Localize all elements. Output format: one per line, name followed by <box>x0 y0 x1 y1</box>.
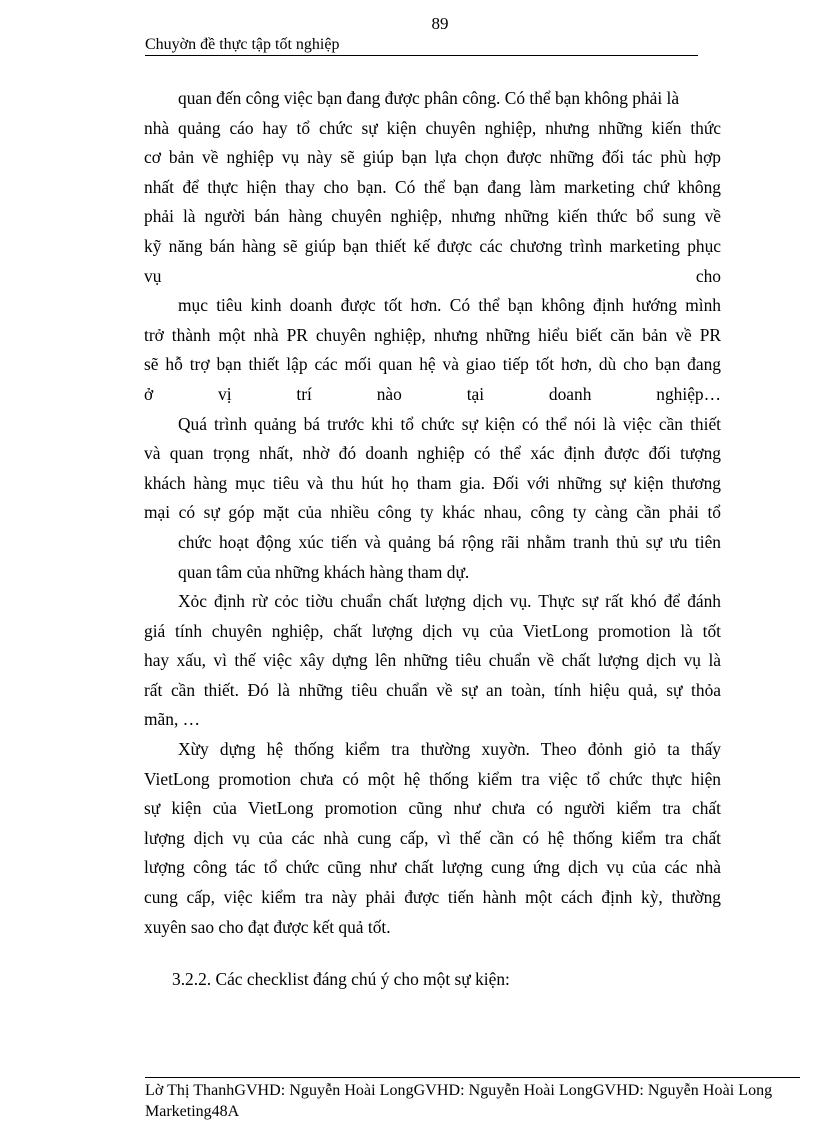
paragraph-line: nhà quảng cáo hay tổ chức sự kiện chuyên nghiệp, nhưng những kiến thức <box>144 117 721 138</box>
paragraph-line: lượng công tác tổ chức cũng như chất lượng cung ứng dịch vụ của các nhà <box>144 857 721 878</box>
paragraph-line: và quan trọng nhất, nhờ đó doanh nghiệp có thể xác định được đối tượng <box>144 443 721 464</box>
paragraph-line: quan đến công việc bạn đang được phân công. Có thể bạn không phải là <box>178 88 680 108</box>
paragraph-line: quan tâm của những khách hàng tham dự. <box>178 561 470 582</box>
section-heading: 3.2.2. Các checklist đáng chú ý cho một sự kiện: <box>172 969 510 990</box>
paragraph-line: vụ cho <box>144 265 721 286</box>
paragraph-line: khách hàng mục tiêu và thu hút họ tham gia. Đối với những sự kiện thương <box>144 472 721 493</box>
spacer <box>144 942 721 965</box>
paragraph-line: sẽ hỗ trợ bạn thiết lập các mối quan hệ và giao tiếp tốt hơn, dù cho bạn đang <box>144 354 721 375</box>
paragraph-line: xuyên sao cho đạt được kết quả tốt. <box>144 916 391 937</box>
paragraph-line: mãn, … <box>144 709 201 730</box>
paragraph-line: lượng dịch vụ của các nhà cung cấp, vì thế cần có hệ thống kiểm tra chất <box>144 827 721 848</box>
paragraph-line: sự kiện của VietLong promotion cũng như chưa có người kiểm tra chất <box>144 798 721 819</box>
paragraph-line: cung cấp, việc kiểm tra này phải được tiến hành một cách định kỳ, thường <box>144 887 721 908</box>
paragraph-line: VietLong promotion chưa có một hệ thống kiểm tra việc tổ chức thực hiện <box>144 768 721 789</box>
page-footer <box>145 1077 800 1122</box>
paragraph-line: rất cần thiết. Đó là những tiêu chuẩn về sự an toàn, tính hiệu quả, sự thỏa <box>144 679 721 700</box>
paragraph-line: giá tính chuyên nghiệp, chất lượng dịch vụ của VietLong promotion là tốt <box>144 620 721 641</box>
paragraph-line: mại có sự góp mặt của nhiều công ty khác nhau, công ty càng cần phải tổ <box>144 502 721 523</box>
paragraph-line: cơ bản về nghiệp vụ này sẽ giúp bạn lựa chọn được những đối tác phù hợp <box>144 147 721 168</box>
paragraph-line: nhất để thực hiện thay cho bạn. Có thể bạn đang làm marketing chứ không <box>144 176 721 197</box>
document-body <box>144 84 721 995</box>
footer-author-line: Lờ Thị ThanhGVHD: Nguyễn Hoài LongGVHD: Nguyễn Hoài LongGVHD: Nguyễn Hoài Long <box>145 1082 773 1099</box>
paragraph-line: mục tiêu kinh doanh được tốt hơn. Có thể bạn không định hướng mình <box>178 295 721 316</box>
paragraph-line: ở vị trí nào tại doanh nghiệp… <box>144 383 721 404</box>
paragraph-line: hay xấu, vì thế việc xây dựng lên những tiêu chuẩn về chất lượng dịch vụ là <box>144 650 721 671</box>
paragraph-line: kỹ năng bán hàng sẽ giúp bạn thiết kế được các chương trình marketing phục <box>144 235 721 256</box>
running-header: Chuyờn đề thực tập tốt nghiệp <box>145 36 698 56</box>
paragraph-line: chức hoạt động xúc tiến và quảng bá rộng rãi nhằm tranh thủ sự ưu tiên <box>178 531 721 552</box>
paragraph-line: Xừy dựng hệ thống kiểm tra thường xuyờn. Theo đỏnh giỏ ta thấy <box>178 739 721 760</box>
paragraph-line: Xỏc định rừ cỏc tiờu chuẩn chất lượng dịch vụ. Thực sự rất khó để đánh <box>178 591 721 612</box>
footer-class-line: Marketing48A <box>145 1103 240 1120</box>
paragraph-line: Quá trình quảng bá trước khi tổ chức sự kiện có thể nói là việc cần thiết <box>178 413 721 434</box>
paragraph-line: trở thành một nhà PR chuyên nghiệp, nhưng những hiểu biết căn bản về PR <box>144 324 721 345</box>
page-number: 89 <box>431 14 449 33</box>
paragraph-line: phải là người bán hàng chuyên nghiệp, nhưng những kiến thức bổ sung về <box>144 206 721 227</box>
